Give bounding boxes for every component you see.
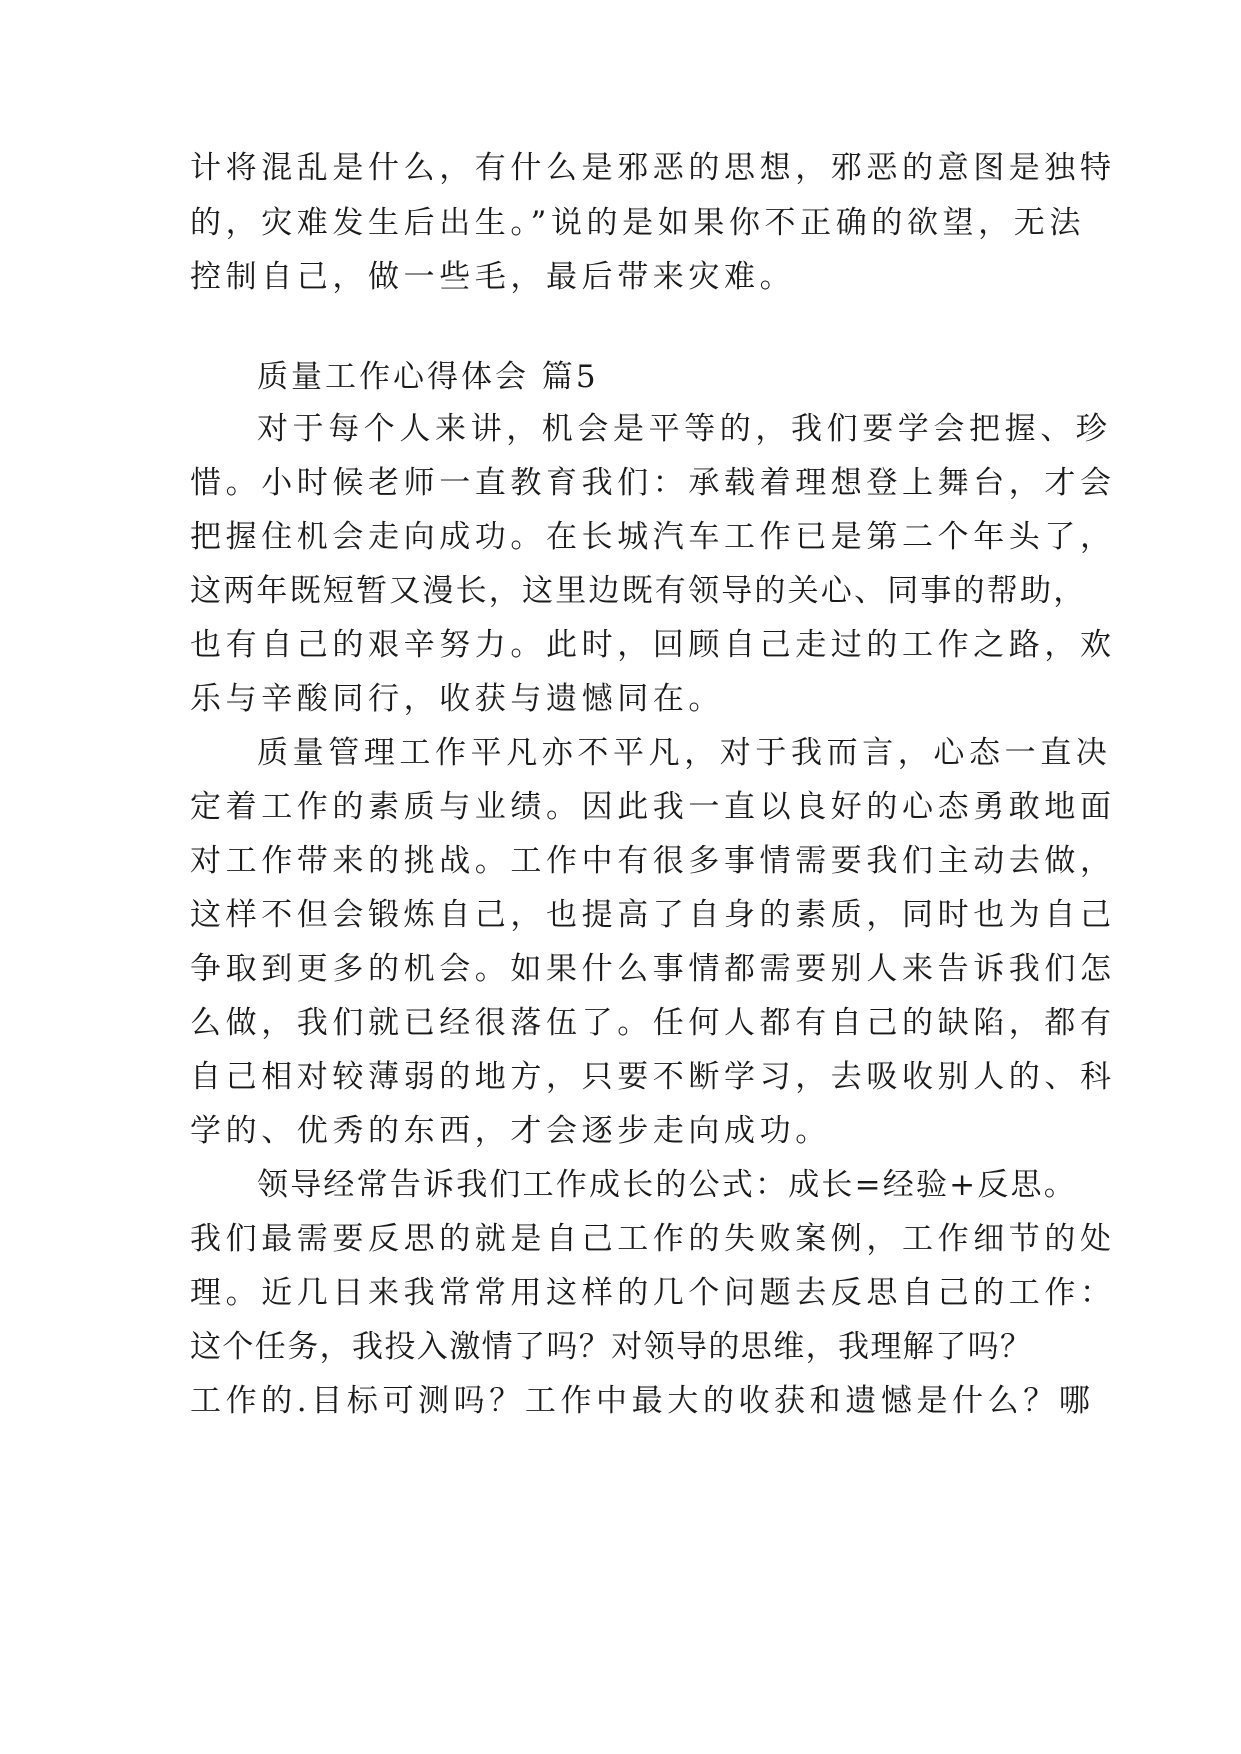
paragraph-line: 控制自己，做一些毛，最后带来灾难。 bbox=[190, 259, 796, 295]
paragraph-line: 么做，我们就已经很落伍了。任何人都有自己的缺陷，都有 bbox=[190, 1005, 1116, 1041]
section-heading: 质量工作心得体会 篇5 bbox=[257, 359, 599, 395]
paragraph-line: 乐与辛酸同行，收获与遗憾同在。 bbox=[190, 681, 724, 717]
paragraph-line: 的，灾难发生后出生。”说的是如果你不正确的欲望，无法 bbox=[190, 205, 1085, 241]
paragraph-line: 计将混乱是什么，有什么是邪恶的思想，邪恶的意图是独特 bbox=[190, 150, 1116, 186]
paragraph-line: 自己相对较薄弱的地方，只要不断学习，去吸收别人的、科 bbox=[190, 1059, 1116, 1095]
paragraph-line: 这样不但会锻炼自己，也提高了自身的素质，同时也为自己 bbox=[190, 897, 1116, 933]
paragraph-line: 理。近几日来我常常用这样的几个问题去反思自己的工作： bbox=[190, 1275, 1116, 1311]
paragraph-line: 惜。小时候老师一直教育我们：承载着理想登上舞台，才会 bbox=[190, 465, 1116, 501]
paragraph-line: 对工作带来的挑战。工作中有很多事情需要我们主动去做， bbox=[190, 843, 1116, 879]
paragraph-line: 这两年既短暂又漫长，这里边既有领导的关心、同事的帮助， bbox=[190, 573, 1087, 609]
paragraph-line: 工作的.目标可测吗？工作中最大的收获和遗憾是什么？哪 bbox=[190, 1383, 1095, 1419]
paragraph-line: 学的、优秀的东西，才会逐步走向成功。 bbox=[190, 1113, 831, 1149]
paragraph-line: 把握住机会走向成功。在长城汽车工作已是第二个年头了， bbox=[190, 519, 1116, 555]
paragraph-line: 这个任务，我投入激情了吗？对领导的思维，我理解了吗？ bbox=[190, 1329, 1033, 1365]
paragraph-line: 质量管理工作平凡亦不平凡，对于我而言，心态一直决 bbox=[257, 735, 1112, 771]
paragraph-line: 我们最需要反思的就是自己工作的失败案例，工作细节的处 bbox=[190, 1221, 1116, 1257]
paragraph-line: 领导经常告诉我们工作成长的公式：成长=经验+反思。 bbox=[257, 1167, 1077, 1203]
paragraph-line: 也有自己的艰辛努力。此时，回顾自己走过的工作之路，欢 bbox=[190, 627, 1116, 663]
paragraph-line: 对于每个人来讲，机会是平等的，我们要学会把握、珍 bbox=[257, 411, 1112, 447]
paragraph-line: 定着工作的素质与业绩。因此我一直以良好的心态勇敢地面 bbox=[190, 789, 1116, 825]
paragraph-line: 争取到更多的机会。如果什么事情都需要别人来告诉我们怎 bbox=[190, 951, 1116, 987]
